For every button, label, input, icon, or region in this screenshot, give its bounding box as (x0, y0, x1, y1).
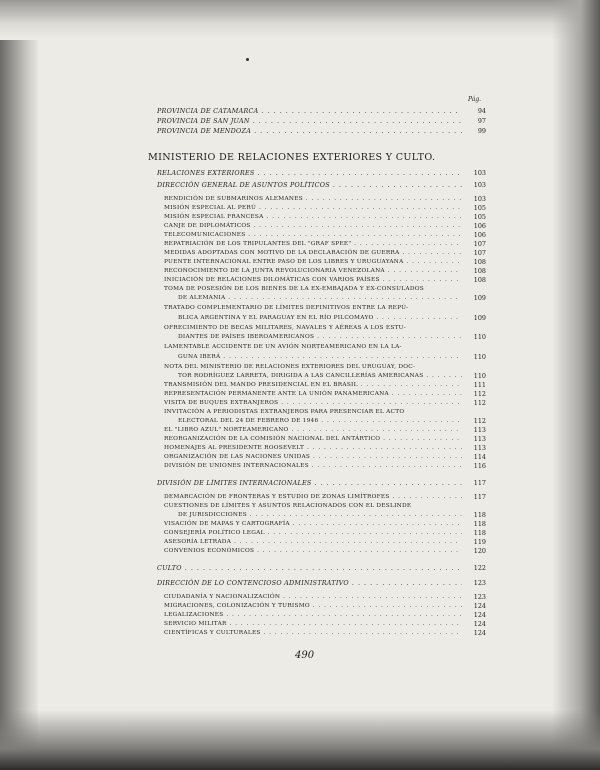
toc-entry (0, 563, 600, 574)
toc-entry-title: PROVINCIA DE SAN JUAN . . . (157, 116, 462, 127)
toc-entry-title: VISITA DE BUQUES EXTRANJEROS . . . (164, 398, 462, 409)
toc-entry (0, 546, 600, 557)
toc-entry-page: 113 (473, 426, 486, 434)
toc-entry-page: 109 (473, 314, 486, 322)
toc-entry-page: 109 (473, 294, 486, 302)
toc-entry-page: 119 (473, 538, 486, 546)
toc-entry-page: 118 (473, 529, 486, 537)
toc-entry-title: TELECOMUNICACIONES . . . (164, 230, 462, 241)
toc-entry-page: 103 (473, 181, 486, 189)
toc-entry-title: RECONOCIMIENTO DE LA JUNTA REVOLUCIONARIA VENEZOLANA . . . (164, 266, 462, 277)
toc-entry-title: ELECTORAL DEL 24 DE FEBRERO DE 1946 . . . (178, 416, 462, 427)
toc-entry-page: 114 (473, 453, 486, 461)
toc-entry-page: 113 (473, 444, 486, 452)
toc-entry-title: ORGANIZACIÓN DE LAS NACIONES UNIDAS . . . (164, 452, 462, 463)
toc-entry-title: DIANTES DE PAÍSES IBEROAMERICANOS . . . (178, 332, 462, 343)
toc-entry-title: CUESTIONES DE LÍMITES Y ASUNTOS RELACIONADOS CON EL DESLINDE (164, 503, 412, 509)
toc-entry-page: 120 (473, 547, 486, 555)
toc-entry-page: 118 (473, 520, 486, 528)
toc-entry-title: SERVICIO MILITAR . . . (164, 619, 462, 630)
toc-entry-title: EL "LIBRO AZUL" NORTEAMERICANO . . . (164, 425, 462, 436)
toc-entry-title: NOTA DEL MINISTERIO DE RELACIONES EXTERIORES DEL URUGUAY, DOC- (164, 364, 416, 370)
toc-entry-page: 124 (473, 602, 486, 610)
toc-entry-title: DIVISIÓN DE LÍMITES INTERNACIONALES . . . (157, 478, 462, 489)
toc-entry-page: 111 (473, 381, 486, 389)
toc-entry-title: MEDIDAS ADOPTADAS CON MOTIVO DE LA DECLARACIÓN DE GUERRA . . . (164, 248, 462, 259)
toc-entry (0, 180, 600, 191)
toc-entry-page: 103 (473, 195, 486, 203)
toc-entry-title: VISACIÓN DE MAPAS Y CARTOGRAFÍA . . . (164, 519, 462, 530)
toc-entry-title: MIGRACIONES, COLONIZACIÓN Y TURISMO . . . (164, 601, 462, 612)
section-heading: MINISTERIO DE RELACIONES EXTERIORES Y CULTO. (148, 152, 436, 163)
toc-entry-page: 118 (473, 511, 486, 519)
toc-entry-page: 117 (473, 479, 486, 487)
toc-entry-title: RENDICIÓN DE SUBMARINOS ALEMANES . . . (164, 194, 462, 205)
toc-entry (0, 126, 600, 137)
toc-entry-page: 122 (473, 564, 486, 572)
toc-entry-page: 107 (473, 240, 486, 248)
toc-entry-title: INVITACIÓN A PERIODISTAS EXTRANJEROS PARA PRESENCIAR EL ACTO (164, 409, 405, 415)
toc-entry-title: CONVENIOS ECONÓMICOS . . . (164, 546, 462, 557)
toc-entry-title: CIUDADANÍA Y NACIONALIZACIÓN . . . (164, 592, 462, 603)
toc-entry-title: LEGALIZACIONES . . . (164, 610, 462, 621)
toc-entry-page: 108 (473, 276, 486, 284)
toc-entry-title: CONSEJERÍA POLÍTICO LEGAL . . . (164, 528, 462, 539)
toc-entry-page: 105 (473, 213, 486, 221)
toc-entry (0, 578, 600, 589)
toc-entry-title: INICIACIÓN DE RELACIONES DILOMÁTICAS CON VARIOS PAÍSES . . . (164, 275, 462, 286)
toc-entry-page: 112 (473, 399, 486, 407)
toc-entry-title: GUNA IBERÁ . . . (178, 352, 462, 363)
toc-entry-title: TOMA DE POSESIÓN DE LOS BIENES DE LA EX-EMBAJADA Y EX-CONSULADOS (164, 286, 424, 292)
page-column-label: Pág. (468, 96, 482, 103)
toc-entry-title: DIVISIÓN DE UNIONES INTERNACIONALES . . . (164, 461, 462, 472)
toc-entry-title: CIENTÍFICAS Y CULTURALES . . . (164, 628, 462, 639)
toc-entry-title: CULTO . . . (157, 563, 462, 574)
toc-entry-title: PROVINCIA DE CATAMARCA . . . (157, 106, 462, 117)
toc-entry-title: DE JURISDICCIONES . . . (178, 510, 462, 521)
toc-entry-page: 108 (473, 258, 486, 266)
toc-entry-title: ASESORÍA LETRADA . . . (164, 537, 462, 548)
toc-entry-title: DEMARCACIÓN DE FRONTERAS Y ESTUDIO DE ZONAS LIMÍTROFES . . . (164, 492, 462, 503)
toc-entry-title: BLICA ARGENTINA Y EL PARAGUAY EN EL RÍO PILCOMAYO . . . (178, 313, 462, 324)
toc-entry-title: TRATADO COMPLEMENTARIO DE LÍMITES DEFINITIVOS ENTRE LA REPÚ- (164, 305, 409, 311)
toc-entry-page: 97 (477, 117, 486, 125)
toc-entry-title: OFRECIMIENTO DE BECAS MILITARES, NAVALES Y AÉREAS A LOS ESTU- (164, 325, 406, 331)
toc-entry (0, 628, 600, 639)
toc-entry-page: 110 (473, 333, 486, 341)
toc-entry-page: 106 (473, 231, 486, 239)
toc-entry-title: LAMENTABLE ACCIDENTE DE UN AVIÓN NORTEAMERICANO EN LA LA- (164, 344, 402, 350)
toc-entry-page: 117 (473, 493, 486, 501)
toc-entry (0, 168, 600, 179)
toc-entry-title: REORGANIZACIÓN DE LA COMISIÓN NACIONAL DEL ANTÁRTICO . . . (164, 434, 462, 445)
toc-entry-page: 124 (473, 620, 486, 628)
toc-entry (0, 478, 600, 489)
toc-entry-title: MISIÓN ESPECIAL FRANCESA . . . (164, 212, 462, 223)
toc-entry-page: 113 (473, 435, 486, 443)
toc-entry-title: HOMENAJES AL PRESIDENTE ROOSEVELT . . . (164, 443, 462, 454)
toc-entry-page: 110 (473, 353, 486, 361)
toc-entry-page: 123 (473, 593, 486, 601)
toc-entry-page: 112 (473, 390, 486, 398)
toc-entry-page: 108 (473, 267, 486, 275)
toc-entry-page: 116 (473, 462, 486, 470)
toc-entry-page: 103 (473, 169, 486, 177)
toc-entry-page: 110 (473, 372, 486, 380)
toc-entry-title: CANJE DE DIPLOMÁTICOS . . . (164, 221, 462, 232)
toc-entry-page: 107 (473, 249, 486, 257)
toc-entry-page: 94 (477, 107, 486, 115)
toc-entry (0, 461, 600, 472)
toc-entry-page: 112 (473, 417, 486, 425)
toc-entry-title: RELACIONES EXTERIORES . . . (157, 168, 462, 179)
toc-entry-title: DIRECCIÓN DE LO CONTENCIOSO ADMINISTRATIVO . . . (157, 578, 462, 589)
toc-entry-title: REPRESENTACIÓN PERMANENTE ANTE LA UNIÓN PANAMERICANA . . . (164, 389, 462, 400)
toc-entry-page: 99 (477, 127, 486, 135)
toc-entry-title: DIRECCIÓN GENERAL DE ASUNTOS POLÍTICOS . . . (157, 180, 462, 191)
toc-entry-title: TRANSMISIÓN DEL MANDO PRESIDENCIAL EN EL BRASIL . . . (164, 380, 462, 391)
toc-entry-page: 123 (473, 579, 486, 587)
toc-entry-page: 124 (473, 611, 486, 619)
toc-entry-title: DE ALEMANIA . . . (178, 293, 462, 304)
toc-entry-title: MISIÓN ESPECIAL AL PERÚ . . . (164, 203, 462, 214)
toc-entry-title: REPATRIACIÓN DE LOS TRIPULANTES DEL "GRAF SPEE" . . . (164, 239, 462, 250)
page-number: 490 (295, 650, 315, 661)
toc-entry-page: 105 (473, 204, 486, 212)
toc-entry-title: TOR RODRÍGUEZ LARRETA, DIRIGIDA A LAS CANCILLERÍAS AMERICANAS . . . (178, 371, 462, 382)
toc-entry-page: 124 (473, 629, 486, 637)
toc-entry-title: PROVINCIA DE MENDOZA . . . (157, 126, 462, 137)
toc-entry-page: 106 (473, 222, 486, 230)
toc-entry-title: PUENTE INTERNACIONAL ENTRE PASO DE LOS LIBRES Y URUGUAYANA . . . (164, 257, 462, 268)
